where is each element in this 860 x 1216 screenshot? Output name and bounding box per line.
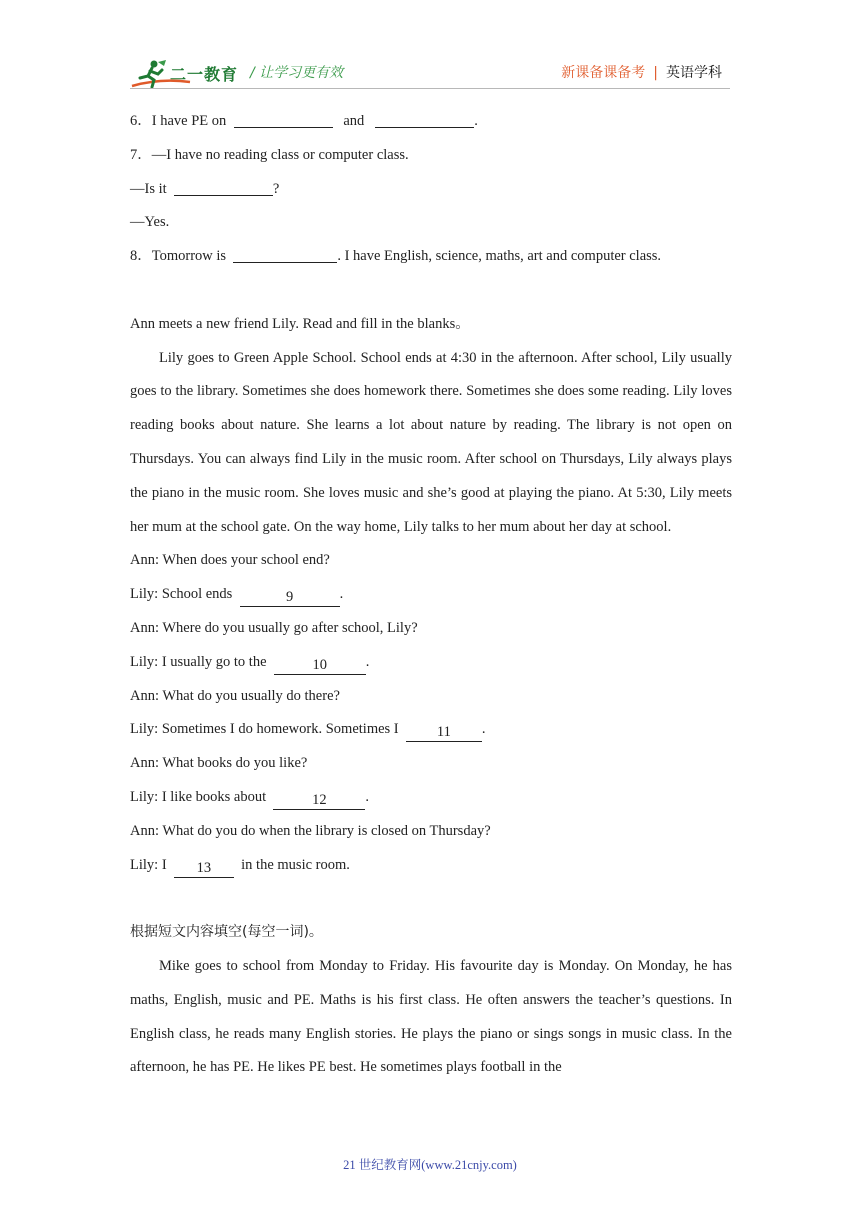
dialogue-suffix: . — [365, 653, 370, 670]
q6-prefix: 6．I have PE on — [130, 113, 227, 129]
q6-end: . — [474, 113, 478, 129]
section2-instruction: Ann meets a new friend Lily. Read and fill in the blanks。 — [130, 315, 470, 332]
document-body — [130, 105, 732, 1085]
dialogue-line — [130, 713, 732, 747]
blank-11: 11 — [406, 723, 482, 742]
header-separator: | — [653, 65, 658, 81]
dialogue-prefix: Lily: I like books about — [130, 788, 267, 805]
q7-blank — [174, 179, 273, 196]
question-6 — [130, 105, 732, 139]
dialogue-line: Ann: When does your school end? — [130, 552, 330, 569]
dialogue-prefix: Lily: Sometimes I do homework. Sometimes I — [130, 721, 399, 738]
blank-12: 12 — [273, 791, 365, 810]
slogan: / 让学习更有效 — [250, 65, 344, 81]
logo-text: 二一教育 — [170, 65, 239, 84]
dialogue-line: Ann: What do you usually do there? — [130, 687, 340, 704]
question-8 — [130, 240, 732, 274]
q6-blank-2 — [375, 111, 474, 128]
header-divider — [130, 88, 730, 89]
q8-suffix: . I have English, science, maths, art and computer class. — [337, 248, 662, 265]
question-7-line-2 — [130, 173, 732, 207]
dialogue-suffix: . — [481, 721, 486, 738]
blank-9: 9 — [240, 588, 340, 607]
q8-prefix: 8．Tomorrow is — [130, 248, 227, 265]
page-footer: 21 世纪教育网(www.21cnjy.com) — [343, 1158, 517, 1172]
question-7-line-1: 7．—I have no reading class or computer class. — [130, 146, 409, 163]
q7-end: ? — [272, 180, 280, 197]
blank-13: 13 — [174, 859, 234, 878]
header-subject — [561, 62, 722, 82]
dialogue-suffix: . — [365, 788, 369, 805]
header-label-prep: 新课备课备考 — [561, 65, 646, 81]
q7-prefix: —Is it — [130, 180, 167, 197]
q6-and: and — [343, 113, 365, 129]
section2-passage: Lily goes to Green Apple School. School ends at 4:30 in the afternoon. After school, Lily usually goes to the library. Sometimes she does homework there. Sometimes she does some reading. Lily loves reading books about nature. She learns a lot about nature by reading. The library is not open on Thursdays. You can always find Lily in the music room. After school on Thursdays, Lily always plays the piano in the music room. She loves music and she’s good at playing the piano. At 5:30, Lily meets her mum at the school gate. On the way home, Lily talks to her mum about her day at school. — [130, 349, 732, 535]
dialogue-suffix: . — [339, 586, 344, 603]
q6-blank-1 — [234, 111, 333, 128]
spacer — [130, 274, 732, 308]
dialogue-prefix: Lily: School ends — [130, 586, 233, 603]
dialogue-prefix: Lily: I — [130, 856, 167, 873]
dialogue-line: Ann: What do you do when the library is closed on Thursday? — [130, 822, 491, 839]
spacer — [130, 882, 732, 916]
dialogue-line: Ann: Where do you usually go after school, Lily? — [130, 619, 418, 636]
dialogue-line — [130, 849, 732, 883]
q8-blank — [233, 246, 337, 263]
dialogue-line — [130, 646, 732, 680]
dialogue-prefix: Lily: I usually go to the — [130, 653, 267, 670]
dialogue-suffix: in the music room. — [241, 856, 350, 873]
question-7-line-3: —Yes. — [130, 214, 170, 231]
section3-passage: Mike goes to school from Monday to Friday. His favourite day is Monday. On Monday, he has maths, English, music and PE. Maths is his first class. He often answers the teacher’s questions. In English class, he reads many English stories. He plays the piano or sings songs in music class. In the afternoon, he has PE. He likes PE best. He sometimes plays football in the — [130, 957, 732, 1076]
dialogue-line — [130, 781, 732, 815]
page-header — [0, 0, 860, 100]
dialogue-line: Ann: What books do you like? — [130, 755, 308, 772]
header-label-subject: 英语学科 — [666, 65, 722, 81]
blank-10: 10 — [274, 656, 366, 675]
section3-instruction: 根据短文内容填空(每空一词)。 — [130, 924, 323, 941]
dialogue-line — [130, 578, 732, 612]
